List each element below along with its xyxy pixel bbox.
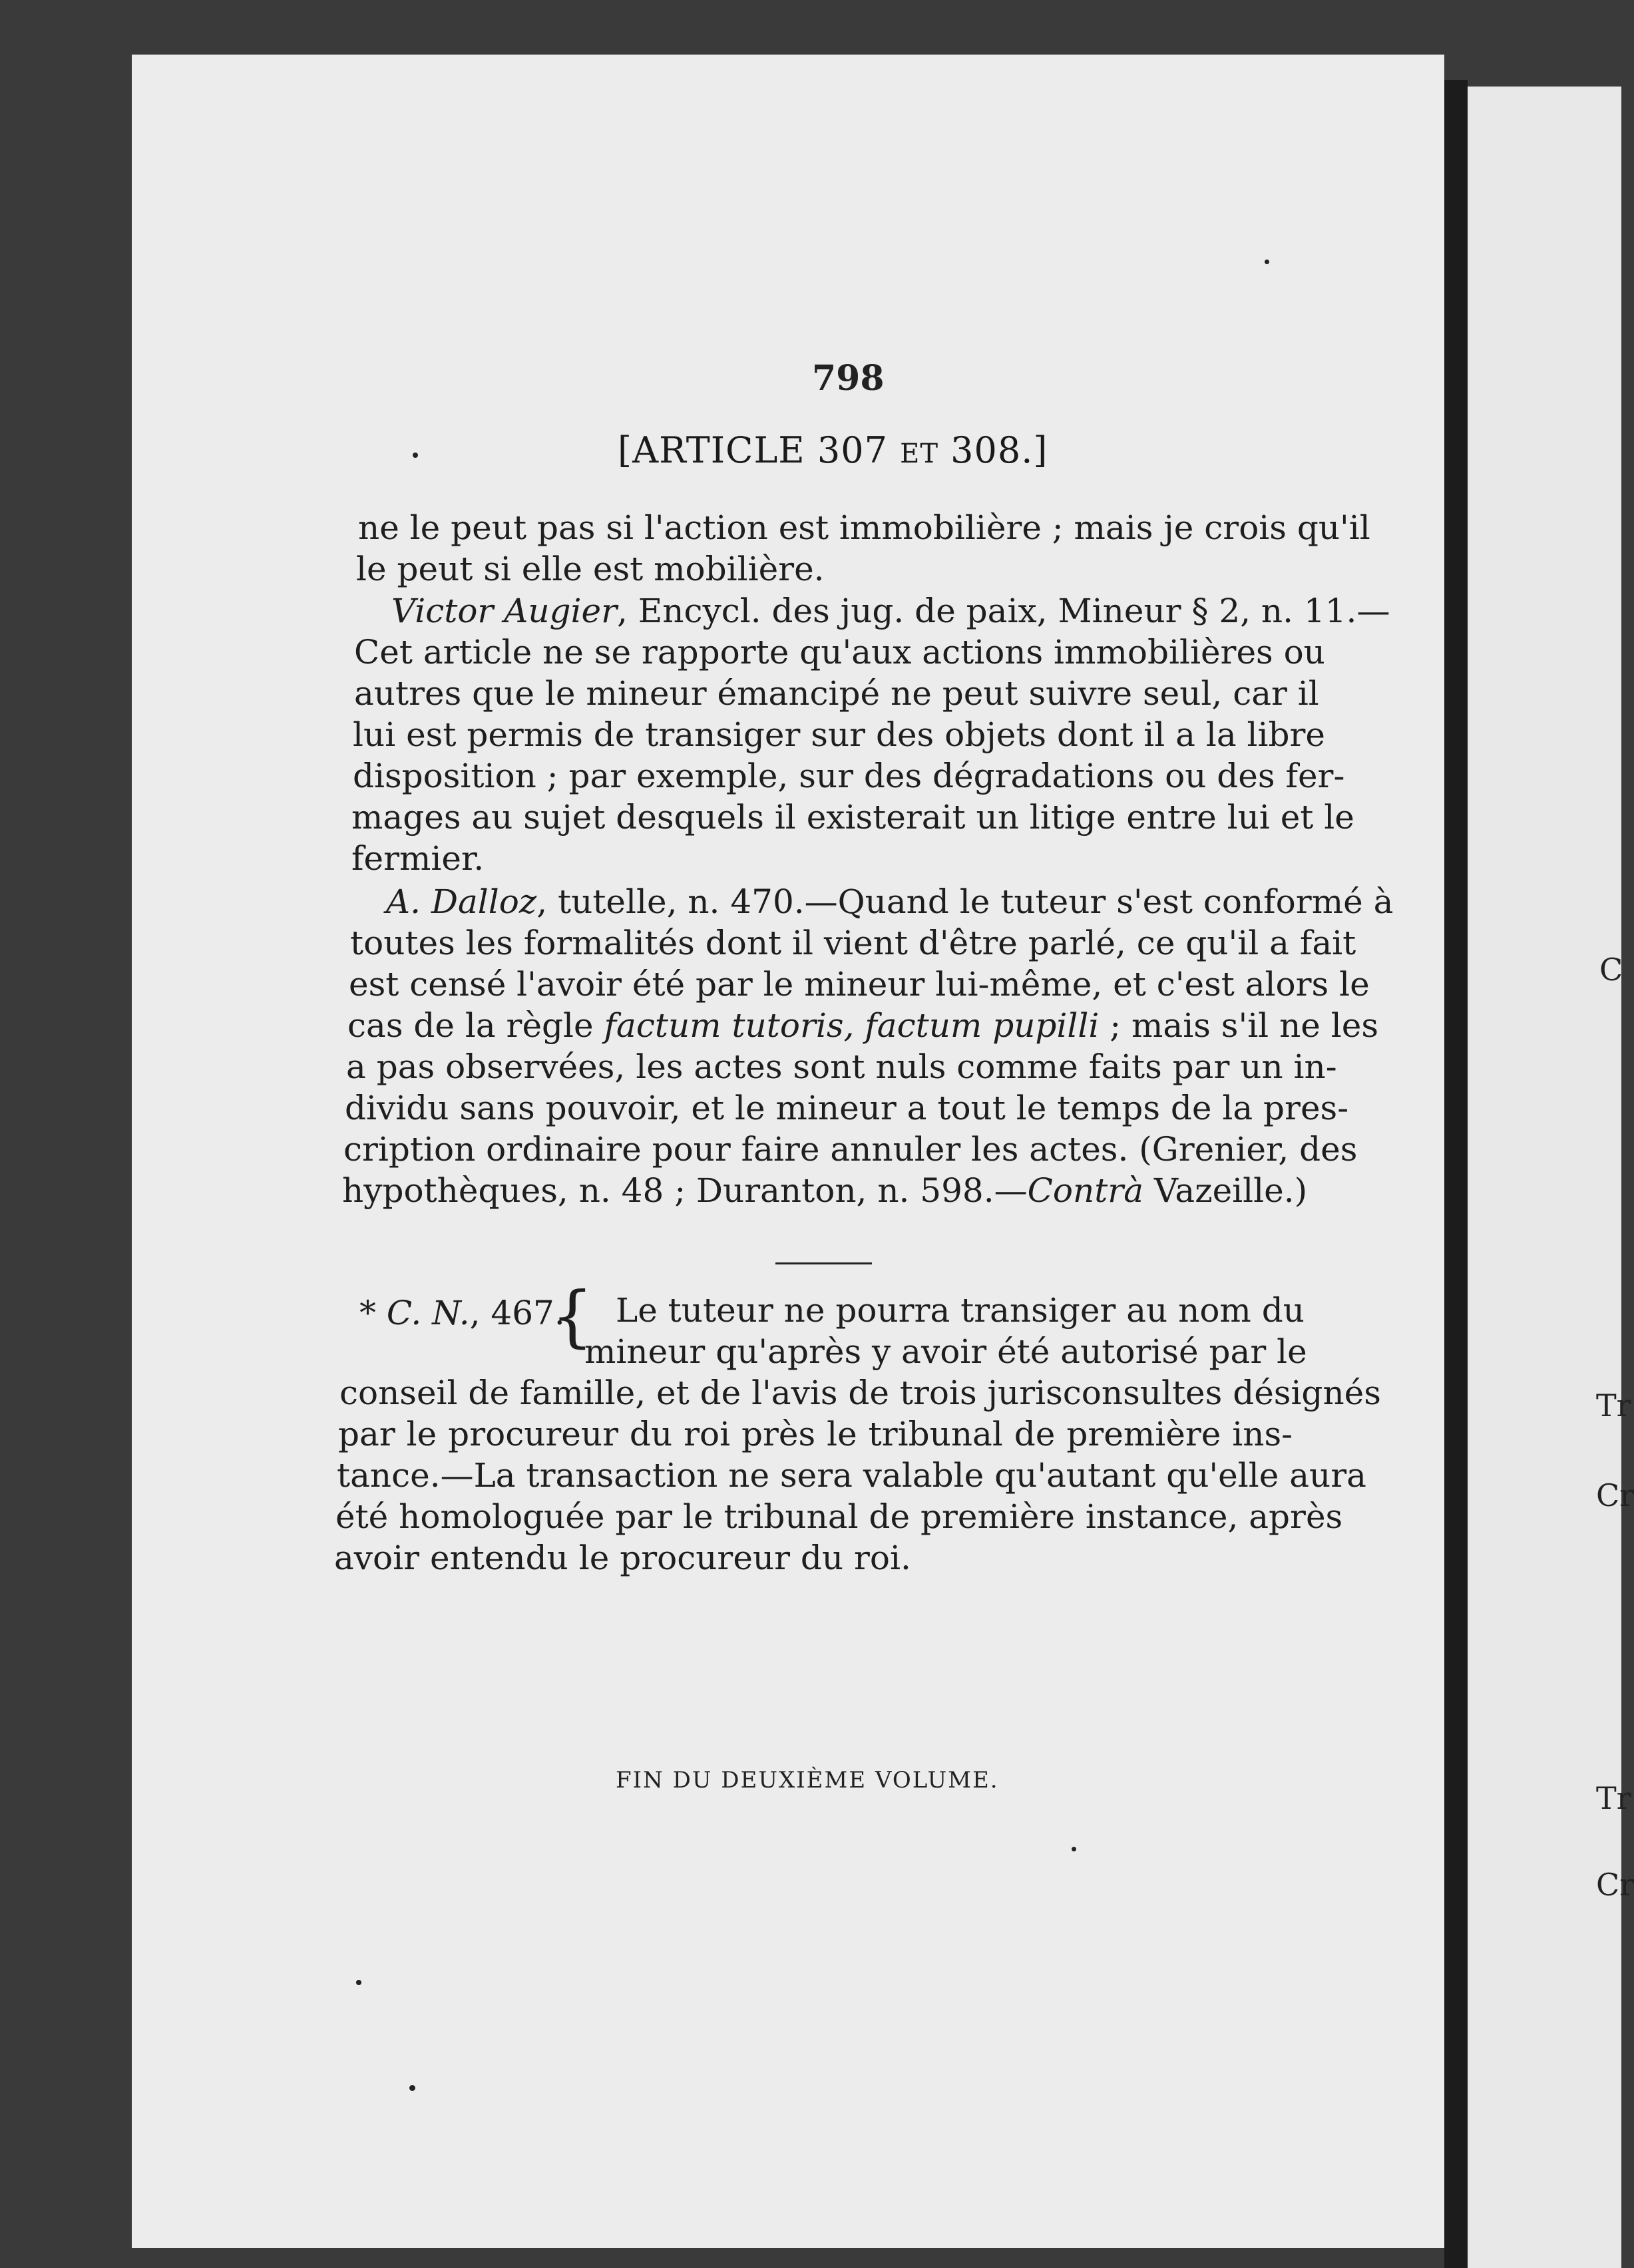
print-speck <box>413 453 418 458</box>
regle-pre: cas de la règle <box>347 1006 604 1045</box>
text-line: autres que le mineur émancipé ne peut suivre seul, car il <box>354 674 1319 713</box>
print-speck <box>1265 260 1269 264</box>
print-speck <box>409 2085 415 2091</box>
text-line: tance.—La transaction ne sera valable qu'autant qu'elle aura <box>337 1456 1366 1495</box>
text-line: ne le peut pas si l'action est immobilière ; mais je crois qu'il <box>358 508 1370 547</box>
author-dalloz: A. Dalloz <box>386 882 537 921</box>
regle-latin: factum tutoris, factum pupilli <box>604 1006 1100 1045</box>
facing-page-glyph: Cr <box>1596 1477 1634 1513</box>
author-augier: Victor Augier <box>391 592 618 630</box>
hypo-pre: hypothèques, n. 48 ; Duranton, n. 598.— <box>342 1171 1028 1210</box>
text-line: toutes les formalités dont il vient d'être parlé, ce qu'il a fait <box>350 924 1356 962</box>
facing-page-glyph: Tr <box>1596 1780 1631 1816</box>
citation-dalloz <box>386 882 1394 921</box>
code-ref-num: , 467. <box>469 1294 565 1332</box>
code-ref-italic: C. N. <box>386 1294 470 1332</box>
text-line: dividu sans pouvoir, et le mineur a tout le temps de la pres- <box>345 1089 1349 1127</box>
facing-page-glyph: Tr <box>1596 1388 1631 1423</box>
colophon: FIN DU DEUXIÈME VOLUME. <box>616 1767 999 1794</box>
print-speck <box>356 1980 361 1985</box>
text-line: avoir entendu le procureur du roi. <box>334 1539 911 1577</box>
hypo-contra: Contrà <box>1027 1171 1144 1210</box>
text-line: lui est permis de transiger sur des objets dont il a la libre <box>353 715 1326 754</box>
binding-gutter <box>1444 80 1468 2268</box>
text-line: Cet article ne se rapporte qu'aux actions immobilières ou <box>354 633 1325 671</box>
running-head-et: ET <box>900 439 939 469</box>
citation-augier-text: , Encycl. des jug. de paix, Mineur § 2, n. 11.— <box>617 592 1390 630</box>
facing-page-glyph: C <box>1599 952 1623 988</box>
text-line: fermier. <box>351 839 485 878</box>
running-head <box>618 429 1048 471</box>
code-line: mineur qu'après y avoir été autorisé par le <box>584 1332 1307 1371</box>
text-line: le peut si elle est mobilière. <box>356 550 825 588</box>
facing-page-glyph: Cr <box>1596 1867 1634 1903</box>
text-line: est censé l'avoir été par le mineur lui-même, et c'est alors le <box>349 965 1370 1004</box>
text-line: été homologuée par le tribunal de première instance, après <box>335 1497 1343 1536</box>
print-speck <box>1072 1847 1076 1851</box>
section-rule <box>775 1262 872 1264</box>
text-line: cription ordinaire pour faire annuler les actes. (Grenier, des <box>343 1130 1358 1169</box>
facing-page-edge <box>1468 87 1634 2268</box>
text-line-regle <box>347 1006 1378 1045</box>
hypo-post: Vazeille.) <box>1143 1171 1308 1210</box>
text-line: a pas observées, les actes sont nuls comme faits par un in- <box>346 1047 1337 1086</box>
brace-glyph: { <box>551 1277 594 1355</box>
code-ref-star: * <box>359 1294 387 1332</box>
citation-augier <box>391 592 1390 630</box>
code-reference <box>359 1296 565 1330</box>
text-line: par le procureur du roi près le tribunal de première ins- <box>338 1415 1293 1453</box>
text-line: mages au sujet desquels il existerait un litige entre lui et le <box>351 798 1354 837</box>
running-head-post: 308.] <box>938 429 1048 471</box>
text-line: conseil de famille, et de l'avis de trois jurisconsultes désignés <box>339 1374 1381 1412</box>
page-number: 798 <box>812 358 885 399</box>
regle-post: ; mais s'il ne les <box>1099 1006 1378 1045</box>
text-line: disposition ; par exemple, sur des dégradations ou des fer- <box>353 757 1345 795</box>
running-head-pre: [ARTICLE 307 <box>618 429 901 471</box>
text-line-hypo <box>342 1171 1308 1210</box>
citation-dalloz-text: , tutelle, n. 470.—Quand le tuteur s'est conformé à <box>536 882 1394 921</box>
code-line: Le tuteur ne pourra transiger au nom du <box>616 1291 1305 1330</box>
